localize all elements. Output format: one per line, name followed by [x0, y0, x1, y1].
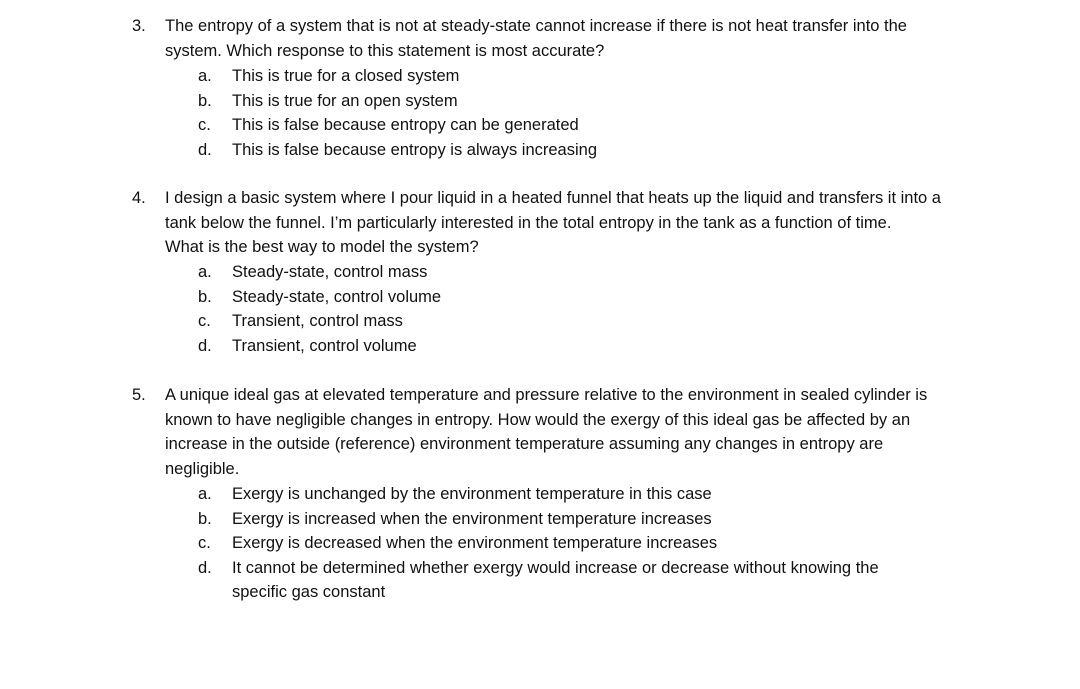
- option-letter: d.: [198, 558, 212, 577]
- option-text: Exergy is increased when the environment temperature increases: [232, 509, 712, 528]
- option-b: [0, 89, 1080, 114]
- option-a: [0, 482, 1080, 507]
- option-c: [0, 309, 1080, 334]
- question-number: 3.: [132, 17, 146, 35]
- option-letter: c.: [198, 534, 211, 552]
- option-b: [0, 507, 1080, 532]
- option-text: Transient, control mass: [232, 312, 403, 330]
- option-b: [0, 285, 1080, 310]
- question-line: system. Which response to this statement is most accurate?: [165, 41, 605, 60]
- question-line: negligible.: [165, 459, 240, 478]
- option-letter: a.: [198, 67, 212, 85]
- option-letter: a.: [198, 485, 212, 503]
- question-line: What is the best way to model the system?: [165, 238, 479, 256]
- option-a: [0, 260, 1080, 285]
- option-letter: d.: [198, 336, 212, 355]
- option-letter: b.: [198, 91, 212, 110]
- option-d: [0, 138, 1080, 163]
- option-text: Transient, control volume: [232, 336, 417, 355]
- option-letter: b.: [198, 509, 212, 528]
- question-number: 5.: [132, 386, 146, 404]
- option-a: [0, 64, 1080, 89]
- option-text: This is true for an open system: [232, 91, 458, 110]
- question-line: increase in the outside (reference) environment temperature assuming any changes in entropy are: [165, 435, 884, 453]
- option-text: specific gas constant: [232, 583, 386, 601]
- option-text: This is true for a closed system: [232, 67, 460, 85]
- question-text: [165, 14, 995, 63]
- option-d: [0, 334, 1080, 359]
- option-letter: c.: [198, 116, 211, 134]
- question-text: [165, 383, 995, 481]
- question-number: 4.: [132, 189, 146, 207]
- option-c: [0, 531, 1080, 556]
- option-text: Steady-state, control mass: [232, 263, 428, 281]
- option-text: This is false because entropy is always increasing: [232, 140, 598, 159]
- option-text: Exergy is decreased when the environment temperature increases: [232, 534, 718, 552]
- question-line: A unique ideal gas at elevated temperature and pressure relative to the environment in sealed cylinder is: [165, 386, 928, 404]
- option-letter: b.: [198, 287, 212, 306]
- option-letter: a.: [198, 263, 212, 281]
- question-line: tank below the funnel. I’m particularly interested in the total entropy in the tank as a function of time.: [165, 213, 892, 232]
- option-c: [0, 113, 1080, 138]
- question-line: The entropy of a system that is not at steady-state cannot increase if there is not heat transfer into the: [165, 17, 907, 35]
- option-text: Steady-state, control volume: [232, 287, 442, 306]
- option-letter: c.: [198, 312, 211, 330]
- option-d: [0, 556, 1080, 581]
- option-text: Exergy is unchanged by the environment temperature in this case: [232, 485, 712, 503]
- option-d-continuation: [0, 580, 1080, 605]
- question-line: I design a basic system where I pour liquid in a heated funnel that heats up the liquid and transfers it into a: [165, 189, 941, 207]
- question-text: [165, 186, 995, 260]
- option-letter: d.: [198, 140, 212, 159]
- question-line: known to have negligible changes in entropy. How would the exergy of this ideal gas be affected by an: [165, 410, 911, 429]
- option-text: It cannot be determined whether exergy would increase or decrease without knowing the: [232, 558, 879, 577]
- option-text: This is false because entropy can be generated: [232, 116, 579, 134]
